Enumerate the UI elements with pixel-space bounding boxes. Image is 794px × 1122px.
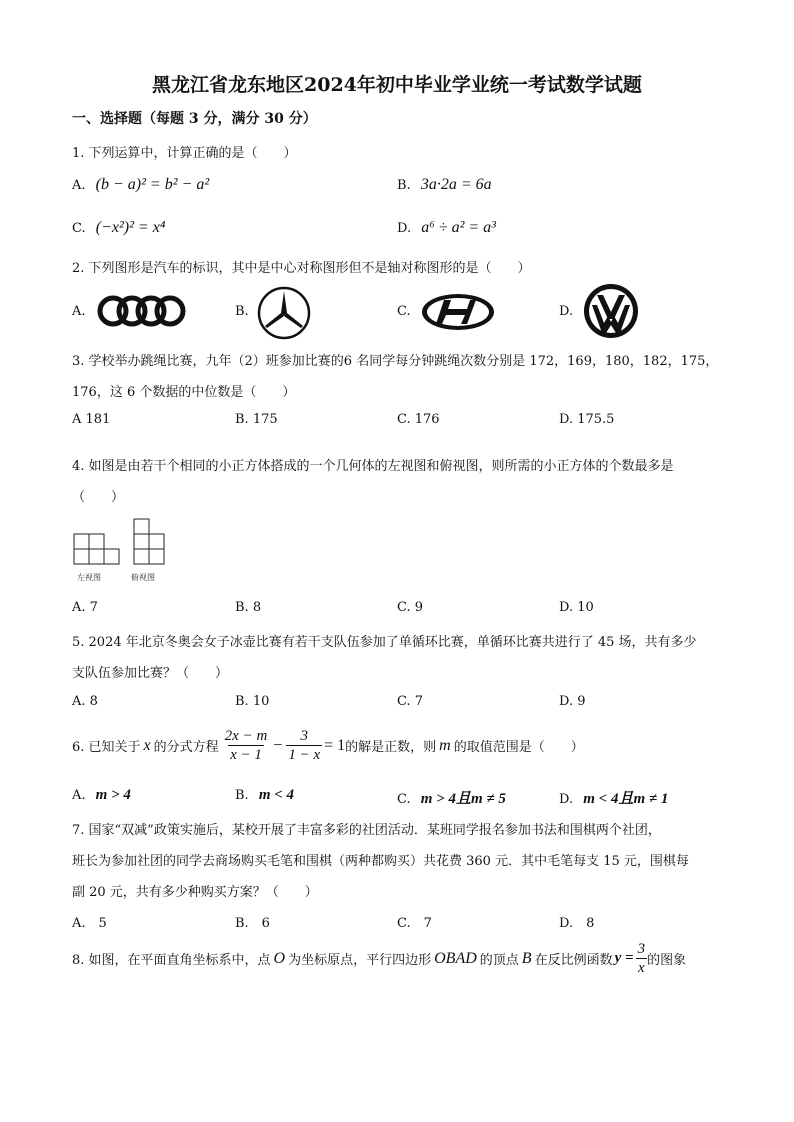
fraction-numerator: 2x − m <box>224 728 268 744</box>
option-expression: (b − a)² = b² − a² <box>95 176 210 193</box>
q8-point-o: O <box>273 949 286 967</box>
q7-option-b: B. 6 <box>235 916 270 931</box>
question-4-line1: 4. 如图是由若干个相同的小正方体搭成的一个几何体的左视图和俯视图，则所需的小正方体的个数最多是 <box>72 459 674 474</box>
page-title: 黑龙江省龙东地区2024年初中毕业学业统一考试数学试题 <box>152 74 642 96</box>
option-label: B. <box>235 788 249 803</box>
option-label: B. <box>397 178 411 193</box>
q6-var-x: x <box>143 736 151 754</box>
q6-option-b <box>235 787 294 804</box>
option-label: A. <box>72 788 86 803</box>
hyundai-logo-icon <box>420 292 496 332</box>
question-7-line3: 副 20 元，共有多少种购买方案？（ ） <box>72 885 318 900</box>
q6-text-post2: 的取值范围是（ ） <box>453 740 584 755</box>
option-label: C. <box>72 221 86 236</box>
question-2-stem: 2. 下列图形是汽车的标识，其中是中心对称图形但不是轴对称图形的是（ ） <box>72 261 531 276</box>
option-expression: (−x²)² = x⁴ <box>95 219 166 236</box>
q2-option-d-label: D. <box>559 304 574 319</box>
question-4-line2: （ ） <box>72 490 125 505</box>
equals-one: = 1 <box>324 736 346 754</box>
option-expression: 3a·2a = 6a <box>420 176 492 193</box>
q8-point-b: B <box>521 949 532 967</box>
option-expression: m < 4 <box>258 787 295 803</box>
q8-fraction <box>636 940 648 977</box>
q3-option-d: D. 175.5 <box>559 412 615 427</box>
option-expression: m > 4 <box>95 787 131 803</box>
q2-option-b-label: B. <box>235 304 249 319</box>
question-3-line1: 3. 学校举办跳绳比赛，九年（2）班参加比赛的6 名同学每分钟跳绳次数分别是 172，169，180，182，175， <box>72 354 719 369</box>
option-expression: m > 4且m ≠ 5 <box>420 791 506 807</box>
minus-sign: − <box>273 736 283 754</box>
left-view-caption: 左视图 <box>77 573 101 582</box>
question-5-line2: 支队伍参加比赛？（ ） <box>72 666 229 681</box>
fraction-numerator: 3 <box>637 941 646 957</box>
q6-fraction-1 <box>223 727 270 764</box>
option-expression: m < 4且m ≠ 1 <box>583 791 669 807</box>
q5-option-d: D. 9 <box>559 694 586 709</box>
q7-option-d: D. 8 <box>559 916 595 931</box>
audi-logo-icon <box>96 294 188 328</box>
option-label: C. <box>397 792 411 807</box>
volkswagen-logo-icon <box>583 283 639 339</box>
q6-fraction-2 <box>286 727 322 764</box>
q3-option-b: B. 175 <box>235 412 278 427</box>
option-label: D. <box>397 221 412 236</box>
mercedes-logo-icon <box>256 285 312 341</box>
q6-option-a <box>72 787 131 804</box>
q6-option-c <box>397 787 506 808</box>
section-heading: 一、选择题（每题 3 分，满分 30 分） <box>72 111 317 127</box>
q4-option-c: C. 9 <box>397 600 424 615</box>
q4-option-d: D. 10 <box>559 600 594 615</box>
q3-option-c: C. 176 <box>397 412 440 427</box>
q2-option-c-label: C. <box>397 304 411 319</box>
q8-function-y: y = <box>614 950 634 966</box>
fraction-denominator: 1 − x <box>288 747 321 763</box>
fraction-denominator: x − 1 <box>230 747 262 763</box>
q8-text-mid3: 在反比例函数 <box>534 953 613 968</box>
q1-option-a <box>72 176 209 194</box>
q6-text-mid: 的分式方程 <box>153 740 219 755</box>
question-1-stem: 1. 下列运算中，计算正确的是（ ） <box>72 146 297 161</box>
question-7-line2: 班长为参加社团的同学去商场购买毛笔和围棋（两种都购买）共花费 360 元．其中毛笔每支 15 元，围棋每 <box>72 854 689 869</box>
q5-option-c: C. 7 <box>397 694 424 709</box>
question-5-line1: 5. 2024 年北京冬奥会女子冰壶比赛有若干支队伍参加了单循环比赛，单循环比赛共进行了 45 场，共有多少 <box>72 635 697 650</box>
q6-option-d <box>559 787 668 808</box>
top-view-caption: 俯视图 <box>131 573 155 582</box>
q8-text-mid2: 的顶点 <box>479 953 519 968</box>
q6-text-post1: 的解是正数，则 <box>345 740 437 755</box>
q2-option-a-label: A. <box>72 304 86 319</box>
q4-option-a: A. 7 <box>72 600 98 615</box>
views-figure <box>72 516 172 566</box>
q6-var-m: m <box>439 736 451 754</box>
fraction-denominator: x <box>637 960 645 976</box>
q7-option-a: A. 5 <box>72 916 107 931</box>
fraction-numerator: 3 <box>300 728 308 744</box>
question-7-line1: 7. 国家“双减”政策实施后，某校开展了丰富多彩的社团活动．某班同学报名参加书法和围棋两个社团， <box>72 823 661 838</box>
option-label: A. <box>72 178 86 193</box>
q7-option-c: C. 7 <box>397 916 432 931</box>
q5-option-a: A. 8 <box>72 694 98 709</box>
question-8-stem <box>72 940 686 977</box>
option-label: D. <box>559 792 574 807</box>
q1-option-b <box>397 176 492 194</box>
q4-option-b: B. 8 <box>235 600 262 615</box>
q5-option-b: B. 10 <box>235 694 270 709</box>
q3-option-a: A 181 <box>72 412 111 427</box>
q8-text-mid1: 为坐标原点，平行四边形 <box>288 953 432 968</box>
q1-option-c <box>72 219 165 237</box>
q8-text-post: 的图象 <box>647 953 687 968</box>
question-6-stem <box>72 727 584 764</box>
option-expression: a⁶ ÷ a² = a³ <box>421 219 496 236</box>
question-3-line2: 176，这 6 个数据的中位数是（ ） <box>72 385 296 400</box>
q1-option-d <box>397 219 496 237</box>
q8-parallelogram-name: OBAD <box>434 949 477 967</box>
q6-text-pre: 6. 已知关于 <box>72 740 141 755</box>
q8-text-pre: 8. 如图，在平面直角坐标系中，点 <box>72 953 271 968</box>
